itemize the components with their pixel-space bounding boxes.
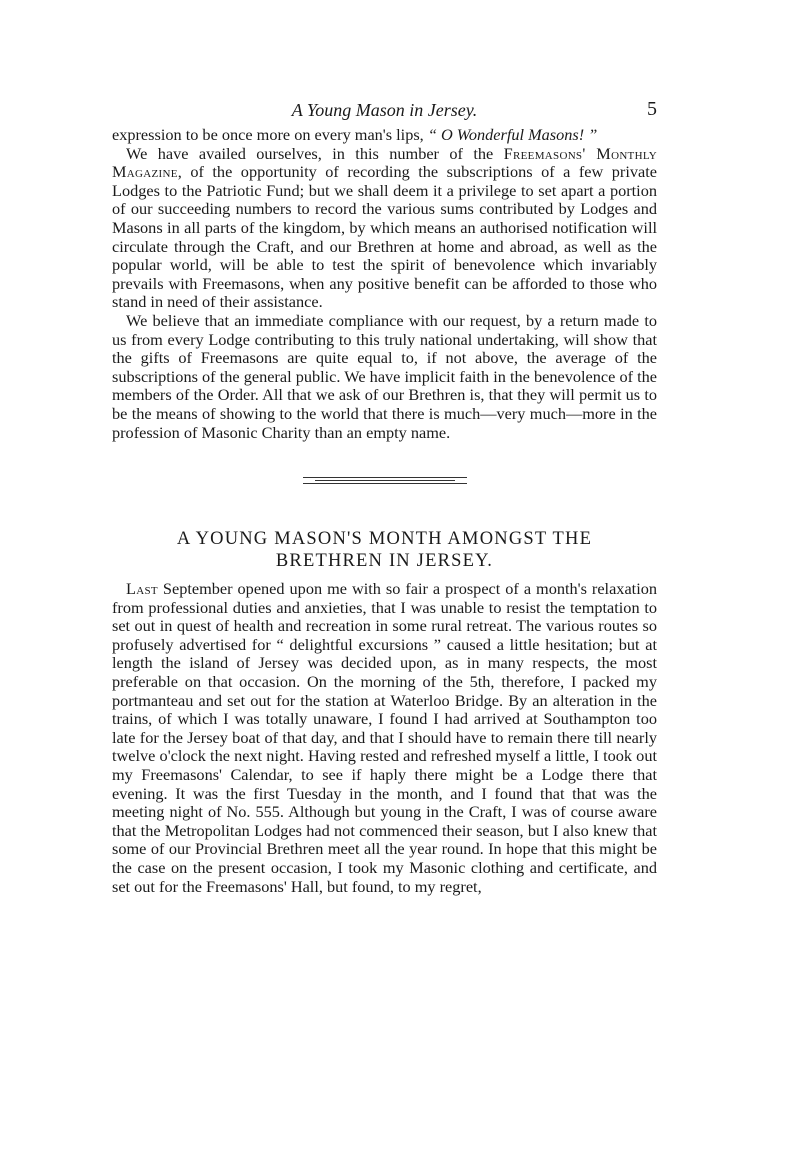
page bbox=[112, 96, 657, 896]
running-head bbox=[112, 96, 657, 126]
section-divider bbox=[303, 477, 467, 484]
running-title: A Young Mason in Jersey. bbox=[291, 100, 478, 120]
paragraph-text-before: We have availed ourselves, in this number of the bbox=[126, 143, 504, 163]
article-first-word: Last bbox=[126, 579, 158, 599]
continuation-paragraph-1 bbox=[112, 126, 657, 145]
divider-rule bbox=[303, 483, 467, 484]
article-heading bbox=[112, 528, 657, 572]
article-heading-line-2: BRETHREN IN JERSEY. bbox=[275, 551, 494, 572]
article-heading-line-1: A YOUNG MASON'S MONTH AMONGST THE bbox=[176, 529, 593, 550]
magazine-name: Freemasons' Monthly Magazine bbox=[112, 143, 657, 182]
continuation-paragraph-2 bbox=[112, 145, 657, 312]
divider-rule bbox=[315, 480, 455, 481]
divider-rule bbox=[303, 477, 467, 478]
continuation-text: expression to be once more on every man's lips, bbox=[112, 125, 428, 144]
article-body-text: September opened upon me with so fair a prospect of a month's relaxation from professional duties and anxieties, that I was unable to resist the temptation to set out in quest of health and recreation in some rural retreat. The various routes so profusely advertised for “ delightful excursions ” caused a little hesitation; but at length the island of Jersey was decided upon, as in many respects, the most preferable on that occasion. On the morning of the 5th, therefore, I packed my portmanteau and set out for the station at Waterloo Bridge. By an alteration in the trains, of which I was totally unaware, I found I had arrived at Southampton too late for the Jersey boat of that day, and that I should have to remain there till nearly twelve o'clock the next night. Having rested and refreshed myself a little, I took out my Freemasons' Calendar, to see if haply there might be a Lodge there that evening. It was the first Tuesday in the month, and I found that that was the meeting night of No. 555. Although but young in the Craft, I was of course aware that the Metropolitan Lodges had not commenced their season, but I also knew that some of our Provincial Brethren meet all the year round. In hope that this might be the case on the present occasion, I took my Masonic clothing and certificate, and set out for the Freemasons' Hall, but found, to my regret, bbox=[112, 579, 657, 896]
continuation-paragraph-3: We believe that an immediate compliance with our request, by a return made to us from every Lodge contributing to this truly national undertaking, will show that the gifts of Freemasons are quite equal to, if not above, the average of the subscriptions of the general public. We have implicit faith in the benevolence of the members of the Order. All that we ask of our Brethren is, that they will permit us to be the means of showing to the world that there is much—very much—more in the profession of Masonic Charity than an empty name. bbox=[112, 310, 657, 442]
page-number: 5 bbox=[647, 98, 657, 120]
wonderful-masons-quote: “ O Wonderful Masons! ” bbox=[427, 125, 598, 144]
article-body-paragraph bbox=[112, 580, 657, 896]
paragraph-text-after: , of the opportunity of recording the subscriptions of a few private Lodges to the Patriotic Fund; but we shall deem it a privilege to set apart a portion of our succeeding numbers to record the various sums contributed by Lodges and Masons in all parts of the kingdom, by which means an authorised notification will circulate through the Craft, and our Brethren at home and abroad, as well as the popular world, will be able to test the spirit of benevolence which invariably prevails with Freemasons, when any positive benefit can be afforded to those who stand in need of their assistance. bbox=[112, 162, 657, 312]
